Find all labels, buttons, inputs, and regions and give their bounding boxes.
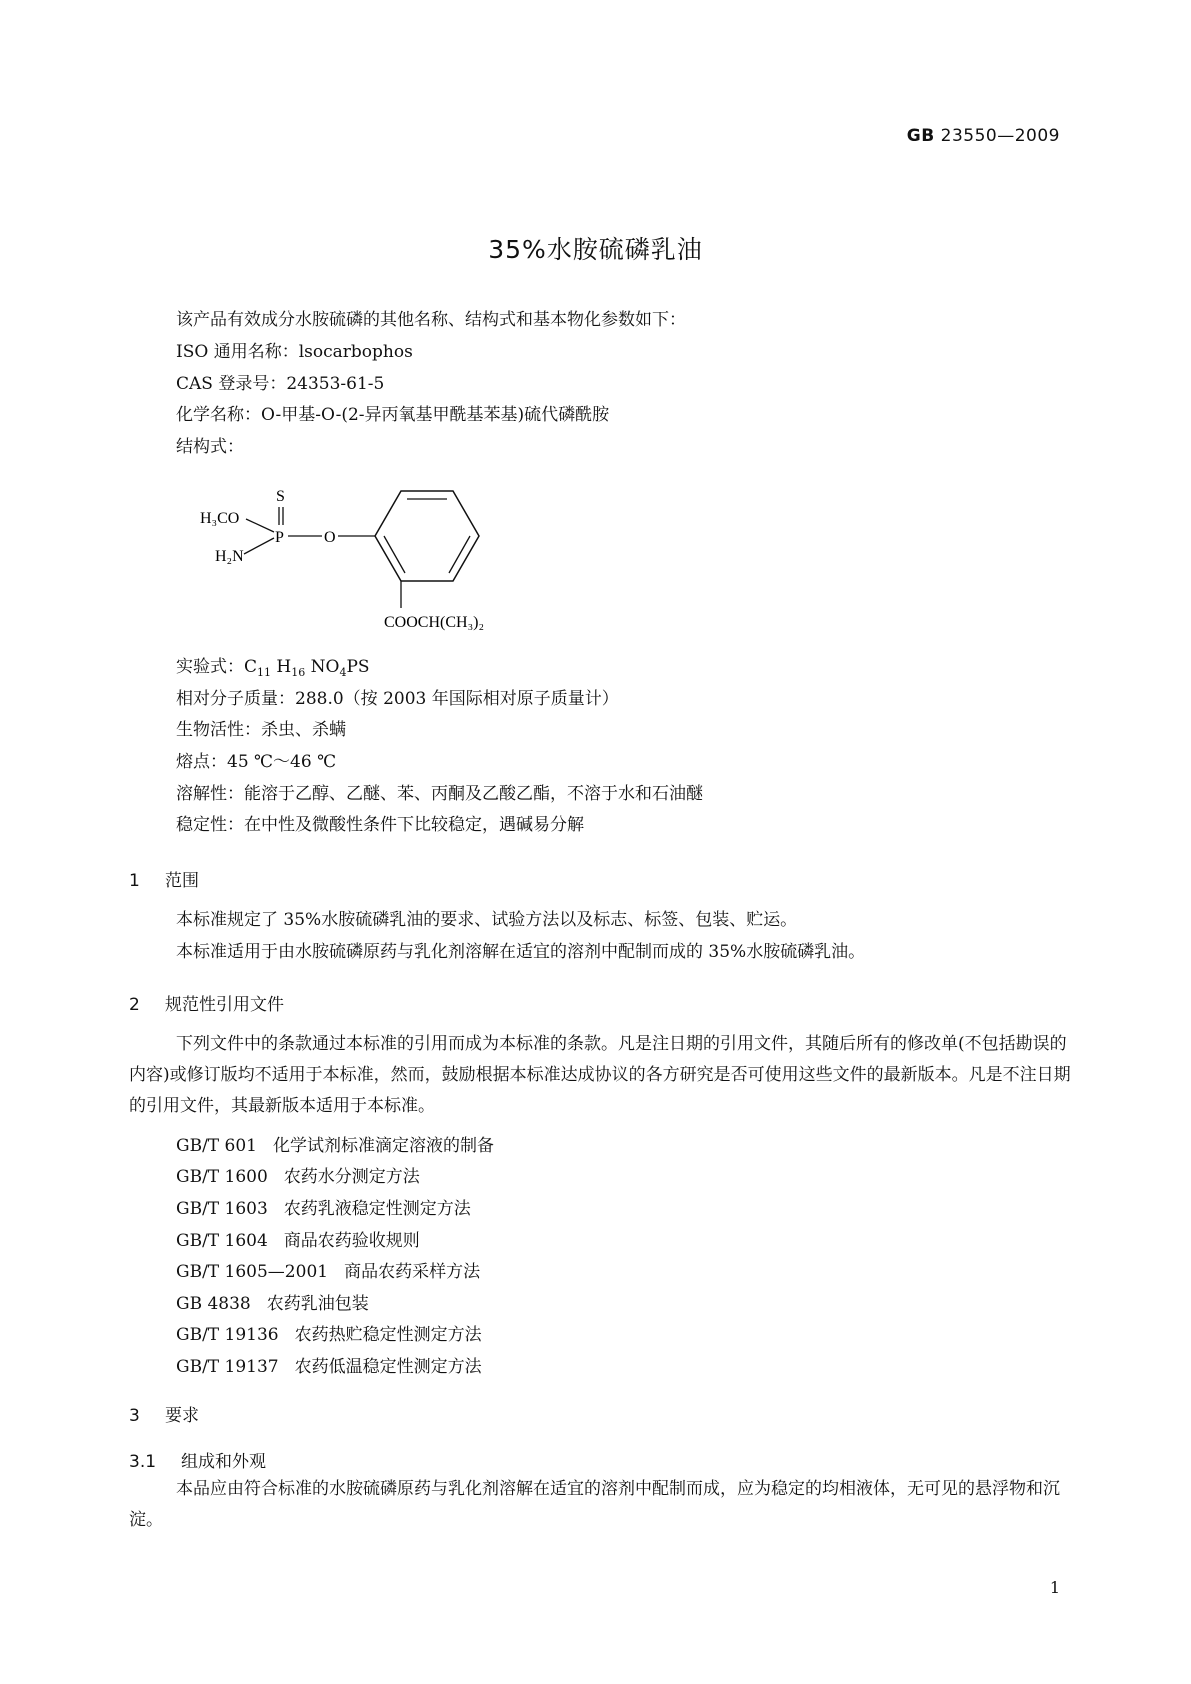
stability: 稳定性：在中性及微酸性条件下比较稳定，遇碱易分解 [176,815,584,835]
chemical-name: 化学名称：O-甲基-O-(2-异丙氧基甲酰基苯基)硫代磷酰胺 [176,405,610,425]
ring-double-bond [384,536,405,573]
reference-title: 化学试剂标准滴定溶液的制备 [273,1136,494,1156]
reference-item [176,1194,471,1219]
structural-formula [195,482,555,637]
ring-double-bond [449,536,470,573]
reference-title: 商品农药采样方法 [344,1262,481,1282]
formula-h-sub: 16 [291,666,306,679]
section-number: 1 [129,871,140,891]
section-3-1-heading [129,1447,266,1472]
benzene-ring [375,491,479,581]
section-title: 组成和外观 [181,1452,266,1472]
section-number: 2 [129,995,140,1015]
molecular-mass: 相对分子质量：288.0（按 2003 年国际相对原子质量计） [176,689,619,709]
reference-code: GB/T 19136 [176,1325,279,1345]
melting-point: 熔点：45 ℃～46 ℃ [176,752,337,772]
formula-no: NO [310,657,340,677]
section-1-paragraph-2: 本标准适用于由水胺硫磷原药与乳化剂溶解在适宜的溶剂中配制而成的 35%水胺硫磷乳油。 [176,942,866,962]
reference-item [176,1162,420,1187]
standard-prefix: GB [906,126,935,146]
section-title: 要求 [165,1406,199,1426]
bond-line [244,538,274,554]
reference-item [176,1320,482,1345]
reference-item [176,1289,369,1314]
reference-item [176,1352,482,1377]
methoxy-group: H₃CO [200,510,240,527]
bio-activity: 生物活性：杀虫、杀螨 [176,720,346,740]
section-2-paragraph: 下列文件中的条款通过本标准的引用而成为本标准的条款。凡是注日期的引用文件，其随后所有的修改单(不包括勘误的内容)或修订版均不适用于本标准，然而，鼓励根据本标准达成协议的各方研究是否可使用这些文件的最新版本。凡是不注日期的引用文件，其最新版本适用于本标准。 [129,1034,1071,1116]
section-1-paragraph-1: 本标准规定了 35%水胺硫磷乳油的要求、试验方法以及标志、标签、包装、贮运。 [176,910,798,930]
section-3-1-paragraph: 本品应由符合标准的水胺硫磷原药与乳化剂溶解在适宜的溶剂中配制而成，应为稳定的均相液体，无可见的悬浮物和沉淀。 [129,1479,1060,1530]
oxygen-atom: O [324,529,336,546]
section-number: 3 [129,1406,140,1426]
reference-code: GB/T 1600 [176,1167,268,1187]
page-number: 1 [1049,1578,1060,1597]
formula-h: H [276,657,292,677]
bond-line [246,519,274,532]
standard-code: 23550—2009 [940,126,1060,146]
formula-ps: PS [346,657,370,677]
reference-code: GB/T 19137 [176,1357,279,1377]
iso-name: ISO 通用名称：lsocarbophos [176,342,413,362]
reference-title: 农药乳液稳定性测定方法 [283,1199,471,1219]
reference-title: 农药低温稳定性测定方法 [294,1357,482,1377]
formula-c: C [244,657,258,677]
reference-code: GB/T 1604 [176,1231,268,1251]
reference-item [176,1226,420,1251]
reference-title: 农药乳油包装 [266,1294,369,1314]
section-title: 规范性引用文件 [165,995,284,1015]
cas-number: CAS 登录号：24353-61-5 [176,374,385,394]
reference-item [176,1257,480,1282]
section-1-heading [129,866,199,891]
section-2-heading [129,990,284,1015]
reference-code: GB/T 1603 [176,1199,268,1219]
reference-code: GB/T 1605—2001 [176,1262,329,1282]
standard-number [907,126,1060,146]
amino-group: H₂N [215,548,244,565]
ester-group: COOCH(CH₃)₂ [384,614,485,631]
sulfur-atom: S [276,488,285,505]
structure-label: 结构式： [176,437,244,457]
intro-lead: 该产品有效成分水胺硫磷的其他名称、结构式和基本物化参数如下： [176,310,686,330]
formula-label: 实验式： [176,657,244,677]
section-number: 3.1 [129,1452,157,1472]
empirical-formula [176,659,370,678]
formula-no-sub: 4 [339,666,347,679]
phosphorus-atom: P [275,529,284,546]
solubility: 溶解性：能溶于乙醇、乙醚、苯、丙酮及乙酸乙酯，不溶于水和石油醚 [176,784,703,804]
section-3-heading [129,1401,199,1426]
reference-item [176,1131,494,1156]
reference-code: GB 4838 [176,1294,251,1314]
reference-title: 农药水分测定方法 [283,1167,420,1187]
formula-c-sub: 11 [257,666,272,679]
reference-code: GB/T 601 [176,1136,257,1156]
section-title: 范围 [165,871,199,891]
page-title: 35%水胺硫磷乳油 [488,235,703,264]
reference-title: 农药热贮稳定性测定方法 [294,1325,482,1345]
reference-title: 商品农药验收规则 [283,1231,420,1251]
